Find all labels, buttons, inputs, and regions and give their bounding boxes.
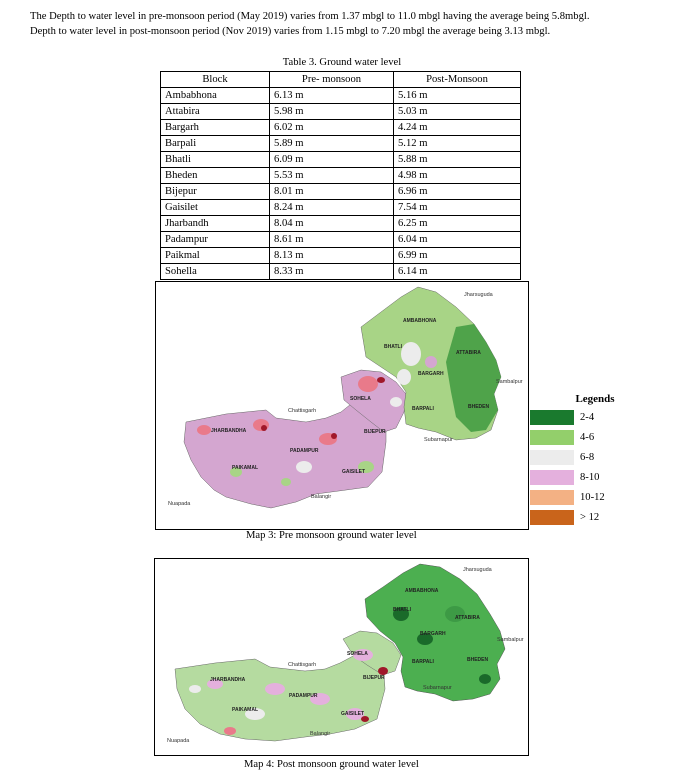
cell-post: 4.24 m	[394, 120, 521, 136]
table-row	[161, 136, 521, 152]
legend-label: 10-12	[580, 492, 605, 503]
map3-label-bijepur: BIJEPUR	[364, 429, 386, 435]
map4-label-bhatli: BHATLI	[393, 607, 411, 613]
map4-caption: Map 4: Post monsoon ground water level	[244, 759, 419, 770]
map4-patch-4	[479, 674, 491, 684]
map4-patch-11	[224, 727, 236, 735]
map4-label-subarnapur: Subarnapur	[423, 685, 452, 691]
map3-label-gaisilet: GAISILET	[342, 469, 366, 475]
cell-pre: 6.02 m	[270, 120, 394, 136]
cell-post: 5.88 m	[394, 152, 521, 168]
map4-label-gaisilet: GAISILET	[341, 711, 365, 717]
cell-pre: 8.13 m	[270, 248, 394, 264]
cell-pre: 8.04 m	[270, 216, 394, 232]
map4-label-paikamal: PAIKAMAL	[232, 707, 259, 713]
cell-post: 4.98 m	[394, 168, 521, 184]
table-header-row	[161, 72, 521, 88]
map4-patch-8	[265, 683, 285, 695]
table-row	[161, 248, 521, 264]
cell-post: 6.14 m	[394, 264, 521, 280]
table-row	[161, 264, 521, 280]
legend-swatch	[530, 490, 574, 505]
map4-label-jharbandha: JHARBANDHA	[210, 677, 246, 683]
map4-label-balangir: Balangir	[310, 731, 331, 737]
cell-post: 6.25 m	[394, 216, 521, 232]
legend-label: > 12	[580, 512, 600, 523]
header-post-monsoon: Post-Monsoon	[394, 72, 521, 88]
map3-patch-10	[197, 425, 211, 435]
pre-monsoon-map	[155, 281, 529, 530]
map4-patch-14	[189, 685, 201, 693]
map3-patch-3	[425, 356, 437, 368]
map3-patch-5	[377, 377, 385, 383]
map3-patch-12	[296, 461, 312, 473]
cell-block: Bheden	[161, 168, 270, 184]
map4-label-jharsuguda: Jharsuguda	[463, 567, 492, 573]
legend-swatch	[530, 450, 574, 465]
map3-label-chattisgarh: Chattisgarh	[288, 408, 317, 414]
cell-pre: 6.13 m	[270, 88, 394, 104]
legend-swatch	[530, 510, 574, 525]
cell-pre: 5.53 m	[270, 168, 394, 184]
legend-item	[530, 488, 650, 508]
map3-patch-14	[281, 478, 291, 486]
map4-label-nuapada: Nuapada	[167, 738, 190, 744]
cell-block: Paikmal	[161, 248, 270, 264]
map4-label-bheden: BHEDEN	[467, 657, 489, 663]
table-row	[161, 216, 521, 232]
legend-swatch	[530, 410, 574, 425]
map3-patch-1	[401, 342, 421, 366]
legend-label: 6-8	[580, 452, 595, 463]
cell-block: Gaisilet	[161, 200, 270, 216]
map4-label-attabira: ATTABIRA	[455, 615, 480, 621]
map3-label-bhatli: BHATLI	[384, 344, 402, 350]
table-row	[161, 88, 521, 104]
legend-item	[530, 428, 650, 448]
map4-label-barpali: BARPALI	[412, 659, 434, 665]
table-row	[161, 232, 521, 248]
legend-item	[530, 508, 650, 528]
map-legend	[530, 390, 650, 528]
map3-label-attabira: ATTABIRA	[456, 350, 481, 356]
map3-patch-15	[390, 397, 402, 407]
post-monsoon-map	[154, 558, 529, 756]
map4-label-padampur: PADAMPUR	[289, 693, 318, 699]
legend-item	[530, 468, 650, 488]
cell-pre: 5.89 m	[270, 136, 394, 152]
map4-label-chattisgarh: Chattisgarh	[288, 662, 317, 668]
table-caption: Table 3. Ground water level	[282, 57, 402, 68]
cell-pre: 8.33 m	[270, 264, 394, 280]
header-pre-monsoon: Pre- monsoon	[270, 72, 394, 88]
map3-label-jharbandha: JHARBANDHA	[211, 428, 247, 434]
cell-post: 6.96 m	[394, 184, 521, 200]
cell-post: 5.12 m	[394, 136, 521, 152]
map3-label-padampur: PADAMPUR	[290, 448, 319, 454]
legend-swatch	[530, 430, 574, 445]
map3-label-balangir: Balangir	[311, 494, 332, 500]
cell-post: 5.03 m	[394, 104, 521, 120]
legend-label: 2-4	[580, 412, 595, 423]
cell-block: Bhatli	[161, 152, 270, 168]
cell-pre: 6.09 m	[270, 152, 394, 168]
table-row	[161, 200, 521, 216]
cell-block: Sohella	[161, 264, 270, 280]
table-row	[161, 168, 521, 184]
cell-pre: 8.24 m	[270, 200, 394, 216]
map3-label-sohela: SOHELA	[350, 396, 371, 402]
legend-label: 4-6	[580, 432, 595, 443]
table-row	[161, 184, 521, 200]
map4-west-region	[175, 651, 385, 741]
legend-swatch	[530, 470, 574, 485]
map3-label-bheden: BHEDEN	[468, 404, 490, 410]
intro-paragraph-pre: The Depth to water level in pre-monsoon period (May 2019) varies from 1.37 mbgl to 11.0 mbgl having the average being 5.8mbgl.	[30, 11, 590, 22]
table-row	[161, 152, 521, 168]
legend-label: 8-10	[580, 472, 600, 483]
table-row	[161, 104, 521, 120]
cell-pre: 8.01 m	[270, 184, 394, 200]
map3-patch-9	[261, 425, 267, 431]
map3-label-barpali: BARPALI	[412, 406, 434, 412]
cell-block: Jharbandh	[161, 216, 270, 232]
map3-label-bargarh: BARGARH	[418, 371, 444, 377]
intro-paragraph-post: Depth to water level in post-monsoon period (Nov 2019) varies from 1.15 mbgl to 7.20 mbgl the average being 3.13 mbgl.	[30, 26, 551, 37]
cell-block: Attabira	[161, 104, 270, 120]
map3-label-subarnapur: Subarnapur	[424, 437, 453, 443]
map3-label-paikamal: PAIKAMAL	[232, 465, 259, 471]
map3-patch-7	[331, 433, 337, 439]
cell-block: Bargarh	[161, 120, 270, 136]
map3-patch-4	[358, 376, 378, 392]
post-monsoon-map-graphic	[155, 559, 528, 755]
map4-label-bijepur: BIJEPUR	[363, 675, 385, 681]
cell-block: Ambabhona	[161, 88, 270, 104]
map4-label-ambabhona: AMBABHONA	[405, 588, 439, 594]
cell-post: 6.04 m	[394, 232, 521, 248]
cell-block: Bijepur	[161, 184, 270, 200]
pre-monsoon-map-graphic	[156, 282, 528, 529]
cell-post: 6.99 m	[394, 248, 521, 264]
map3-west-region	[184, 394, 386, 508]
table-row	[161, 120, 521, 136]
cell-block: Barpali	[161, 136, 270, 152]
cell-post: 7.54 m	[394, 200, 521, 216]
map4-label-sambalpur: Sambalpur	[497, 637, 524, 643]
legend-item	[530, 448, 650, 468]
map3-patch-2	[397, 369, 411, 385]
map3-label-sambalpur: Sambalpur	[496, 379, 523, 385]
map3-label-jharsuguda: Jharsuguda	[464, 292, 493, 298]
cell-pre: 5.98 m	[270, 104, 394, 120]
map4-label-sohela: SOHELA	[347, 651, 368, 657]
map3-label-ambabhona: AMBABHONA	[403, 318, 437, 324]
cell-pre: 8.61 m	[270, 232, 394, 248]
cell-post: 5.16 m	[394, 88, 521, 104]
legend-title: Legends	[575, 393, 615, 405]
legend-item	[530, 408, 650, 428]
header-block: Block	[161, 72, 270, 88]
cell-block: Padampur	[161, 232, 270, 248]
map4-label-bargarh: BARGARH	[420, 631, 446, 637]
map4-patch-6	[378, 667, 388, 675]
ground-water-table	[160, 71, 521, 280]
map3-caption: Map 3: Pre monsoon ground water level	[246, 530, 417, 541]
map3-label-nuapada: Nuapada	[168, 501, 191, 507]
